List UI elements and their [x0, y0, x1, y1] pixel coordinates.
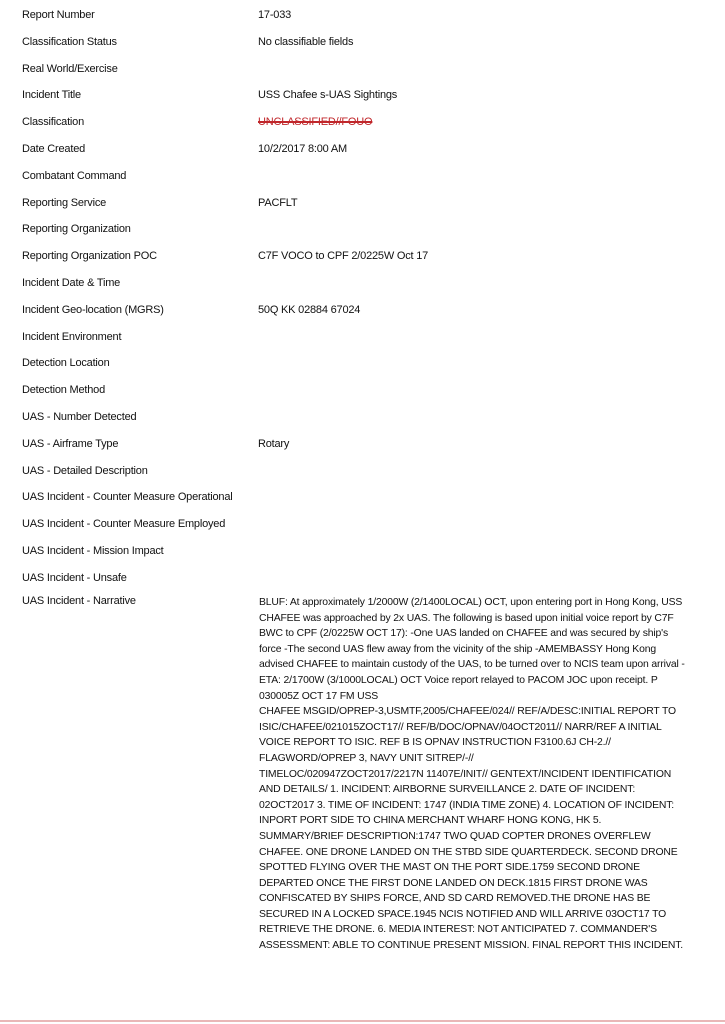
field-label: Classification Status [22, 35, 117, 48]
field-label: UAS Incident - Counter Measure Employed [22, 518, 226, 531]
field-label: UAS Incident - Counter Measure Operational [22, 491, 233, 504]
narrative-label: UAS Incident - Narrative [22, 595, 136, 607]
classification-marking-struck: UNCLASSIFIED//FOUO [258, 116, 373, 129]
field-label: Detection Method [22, 384, 106, 397]
field-row-classification-status [22, 33, 712, 60]
field-row-detection-location [22, 354, 712, 381]
field-row-combatant-command [22, 167, 712, 194]
field-label: Reporting Service [22, 196, 107, 209]
field-row-counter-measure-employed [22, 515, 712, 542]
page-bottom-divider [0, 1020, 725, 1022]
field-label: Incident Date & Time [22, 276, 121, 289]
narrative-text: BLUF: At approximately 1/2000W (2/1400LOCAL) OCT, upon entering port in Hong Kong, USS CHAFEE was approached by 2x UAS. The following is based upon initial voice report by C7F BWC to CPF (2/0225W OCT 17): -One UAS landed on CHAFEE and was secured by ship's force -The second UAS flew away from the vicinity of the ship -AMEMBASSY Hong Kong advised CHAFEE to maintain custody of the UAS, to be turned over to NCIS team upon arrival - ETA: 2/1700W (3/1000LOCAL) OCT Voice report relayed to PACOM JOC upon receipt. P 030005Z OCT 17 FM USS CHAFEE MSGID/OPREP-3,USMTF,2005/CHAFEE/024// REF/A/DESC:INITIAL REPORT TO ISIC/CHAFEE/021015ZOCT17// REF/B/DOC/OPNAV/04OCT2011// NARR/REF A INITIAL VOICE REPORT TO ISIC. REF B IS OPNAV INSTRUCTION F3100.6J CH-2.// FLAGWORD/OPREP 3, NAVY UNIT SITREP/-// TIMELOC/020947ZOCT2017/2217N 11407E/INIT// GENTEXT/INCIDENT IDENTIFICATION AND DETAILS/ 1. INCIDENT: AIRBORNE SURVEILLANCE 2. DATE OF INCIDENT: 02OCT2017 3. TIME OF INCIDENT: 1747 (INDIA TIME ZONE) 4. LOCATION OF INCIDENT: INPORT PORT SIDE TO CHINA MERCHANT WHARF HONG KONG, HK 5. SUMMARY/BRIEF DESCRIPTION:1747 TWO QUAD COPTER DRONES OVERFLEW CHAFEE. ONE DRONE LANDED ON THE STBD SIDE QUARTERDECK. SECOND DRONE SPOTTED FLYING OVER THE MAST ON THE PORT SIDE.1759 SECOND DRONE DEPARTED ONCE THE FIRST DONE LANDED ON DECK.1815 FIRST DRONE WAS CONFISCATED BY SHIPS FORCE, AND SD CARD REMOVED.THE DRONE HAS BE SECURED IN A LOCKED SPACE.1945 NCIS NOTIFIED AND WILL ARRIVE 03OCT17 TO RETRIEVE THE DRONE. 6. MEDIA INTEREST: NOT ANTICIPATED 7. COMMANDER'S ASSESSMENT: ABLE TO CONTINUE PRESENT MISSION. FINAL REPORT THIS INCIDENT. [259, 597, 685, 952]
field-label: Incident Title [22, 89, 81, 102]
field-row-incident-geo-location [22, 301, 712, 328]
field-label: UAS - Airframe Type [22, 437, 119, 450]
field-value: USS Chafee s-UAS Sightings [258, 89, 398, 102]
field-row-uas-number-detected [22, 408, 712, 435]
field-row-reporting-organization-poc [22, 247, 712, 274]
field-row-uas-detailed-description [22, 462, 712, 489]
field-row-counter-measure-operational [22, 488, 712, 515]
field-row-incident-title [22, 86, 712, 113]
field-label: UAS Incident - Mission Impact [22, 544, 164, 557]
field-label: Classification [22, 116, 85, 129]
field-row-date-created [22, 140, 712, 167]
field-row-classification [22, 113, 712, 140]
field-label: Incident Geo-location (MGRS) [22, 303, 164, 316]
field-value: PACFLT [258, 196, 298, 209]
field-label: Incident Environment [22, 330, 122, 343]
field-label: UAS - Number Detected [22, 410, 137, 423]
field-label: UAS Incident - Unsafe [22, 571, 127, 584]
field-row-incident-date-time [22, 274, 712, 301]
field-label: Detection Location [22, 357, 110, 370]
field-value: C7F VOCO to CPF 2/0225W Oct 17 [258, 250, 429, 263]
field-row-reporting-organization [22, 220, 712, 247]
field-row-uas-airframe-type [22, 435, 712, 462]
field-label: Reporting Organization POC [22, 250, 157, 263]
field-label: Reporting Organization [22, 223, 131, 236]
field-value: No classifiable fields [258, 35, 354, 48]
field-value: Rotary [258, 437, 290, 450]
field-row-detection-method [22, 381, 712, 408]
field-label: Report Number [22, 9, 95, 21]
field-row-mission-impact [22, 542, 712, 569]
field-label: Combatant Command [22, 169, 127, 182]
field-row-real-world-exercise [22, 60, 712, 87]
field-row-reporting-service [22, 194, 712, 221]
field-row-report-number [22, 6, 712, 33]
field-label: Real World/Exercise [22, 62, 118, 75]
field-value: 10/2/2017 8:00 AM [258, 142, 347, 155]
field-value: 17-033 [258, 9, 292, 21]
field-row-incident-environment [22, 328, 712, 355]
field-label: Date Created [22, 142, 86, 155]
field-value: 50Q KK 02884 67024 [258, 303, 361, 316]
field-table [22, 6, 712, 596]
field-label: UAS - Detailed Description [22, 464, 148, 477]
